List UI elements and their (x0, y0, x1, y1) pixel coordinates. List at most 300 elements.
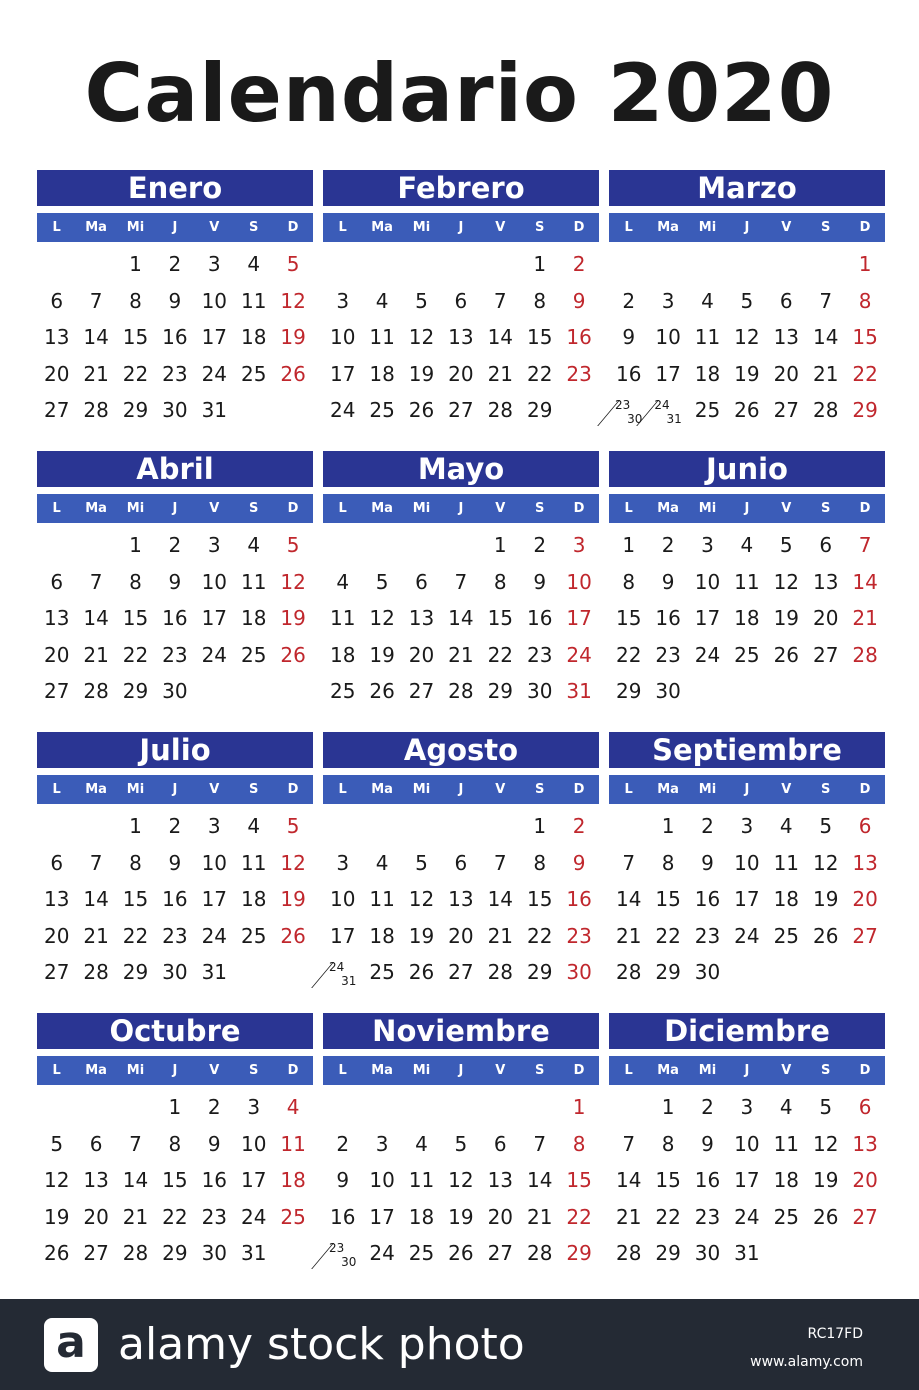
day-cell: 13 (43, 887, 70, 911)
weekday-header (609, 1056, 885, 1085)
weekday-label: V (495, 501, 506, 516)
weekday-label: Mi (698, 501, 717, 516)
day-cell: 6 (50, 850, 64, 875)
day-cell: 18 (240, 887, 267, 911)
calendar-title: Calendario 2020 (84, 47, 835, 140)
day-cell: 5 (50, 1131, 64, 1156)
weekday-header (323, 213, 599, 242)
day-cell: 10 (655, 325, 681, 349)
day-cell: 1 (622, 533, 636, 557)
day-cell: 18 (369, 361, 395, 386)
day-cell: 30 (655, 679, 681, 703)
day-cell: 7 (858, 533, 872, 557)
weekday-label: L (338, 782, 347, 797)
day-cell: 29 (655, 960, 681, 984)
day-cell: 18 (694, 361, 721, 386)
day-cell: 7 (493, 850, 507, 875)
weekday-label: Ma (85, 220, 107, 235)
day-cell: 3 (740, 1095, 754, 1119)
day-cell: 29 (526, 398, 553, 422)
day-cell: 28 (83, 398, 109, 422)
day-cell: 30 (566, 960, 592, 984)
day-cell: 12 (773, 569, 800, 594)
month-name: Agosto (323, 732, 599, 768)
day-cell: 18 (773, 887, 800, 911)
day-cell: 7 (622, 850, 636, 875)
day-cell: 23 (566, 361, 592, 386)
day-cell: 9 (661, 569, 675, 594)
day-cell: 26 (280, 642, 306, 667)
day-cell: 6 (50, 569, 64, 594)
day-cell: 25 (329, 679, 356, 703)
month-name: Abril (37, 451, 313, 487)
day-cell: 4 (247, 814, 261, 838)
weekday-label: L (52, 501, 61, 516)
day-cell: 30 (201, 1241, 228, 1265)
day-cell: 20 (408, 642, 435, 667)
day-cell: 13 (43, 325, 70, 349)
day-cell: 30 (694, 1241, 721, 1265)
day-cell: 14 (83, 887, 109, 911)
day-cell: 22 (615, 642, 642, 667)
month-name: Febrero (323, 170, 599, 206)
day-cell: 14 (812, 325, 839, 349)
day-cell: 5 (286, 814, 300, 838)
day-cell: 28 (615, 960, 642, 984)
weekday-label: V (209, 1063, 220, 1078)
day-cell: 16 (201, 1168, 228, 1192)
day-cell: 25 (734, 642, 760, 667)
day-cell: 9 (207, 1131, 221, 1156)
weekday-header (37, 1056, 313, 1085)
day-cell: 5 (415, 850, 428, 875)
day-cell: 23 (694, 923, 721, 948)
weekday-label: V (495, 782, 506, 797)
day-cell: 11 (773, 850, 800, 875)
weekday-label: Mi (126, 782, 145, 797)
day-cell: 20 (43, 642, 70, 667)
day-cell: 7 (533, 1131, 547, 1156)
day-cell: 15 (655, 887, 681, 911)
day-cell: 18 (240, 325, 267, 349)
month-name: Julio (37, 732, 313, 768)
weekday-label: Mi (698, 782, 717, 797)
day-cell: 17 (329, 923, 356, 948)
weekday-label: D (573, 782, 585, 797)
day-cell: 8 (129, 288, 142, 313)
day-cell: 3 (572, 533, 586, 557)
day-cell: 27 (812, 642, 839, 667)
day-cell: 12 (280, 850, 306, 875)
day-cell: 14 (448, 606, 474, 630)
day-cell: 8 (572, 1131, 586, 1156)
day-cell: 19 (43, 1204, 70, 1229)
image-id: RC17FD (807, 1326, 863, 1342)
weekday-label: J (458, 501, 464, 516)
day-cell: 6 (493, 1131, 507, 1156)
day-cell: 24 31 (323, 960, 362, 988)
day-cell: 9 (168, 288, 182, 313)
day-cell: 19 (369, 642, 395, 667)
day-cell: 21 (83, 923, 109, 948)
day-cell: 17 (369, 1204, 395, 1229)
day-cell: 28 (615, 1241, 642, 1265)
day-cell: 10 (329, 887, 356, 911)
day-cell: 16 (615, 361, 642, 386)
day-cell: 13 (852, 850, 878, 875)
weekday-label: L (52, 782, 61, 797)
weekday-label: S (820, 782, 831, 797)
weekday-label: Ma (657, 782, 679, 797)
day-cell: 4 (701, 288, 714, 313)
day-cell: 2 (622, 288, 636, 313)
day-cell: 10 (201, 850, 228, 875)
weekday-label: S (248, 501, 259, 516)
day-cell: 21 (122, 1204, 149, 1229)
day-cell: 30 (694, 960, 721, 984)
day-cell: 1 (858, 252, 872, 276)
weekday-header (609, 775, 885, 804)
day-cell: 26 (448, 1241, 474, 1265)
day-cell: 22 (487, 642, 514, 667)
day-cell: 11 (734, 569, 760, 594)
day-cell: 31 (201, 398, 228, 422)
weekday-label: Mi (698, 220, 717, 235)
weekday-label: Ma (85, 501, 107, 516)
day-cell: 8 (129, 569, 142, 594)
weekday-label: S (248, 782, 259, 797)
day-cell: 30 (526, 679, 553, 703)
day-cell: 27 (43, 679, 70, 703)
day-cell: 20 (773, 361, 800, 386)
day-cell: 27 (83, 1241, 109, 1265)
weekday-label: L (338, 1063, 347, 1078)
day-cell: 5 (740, 288, 754, 313)
day-cell: 1 (168, 1095, 182, 1119)
day-cell: 1 (533, 814, 547, 838)
day-cell: 11 (280, 1131, 306, 1156)
day-cell: 20 (83, 1204, 109, 1229)
weekday-label: J (172, 501, 178, 516)
day-cell: 13 (408, 606, 435, 630)
weekday-label: Mi (412, 782, 431, 797)
month-name: Mayo (323, 451, 599, 487)
day-cell: 11 (240, 569, 267, 594)
day-cell: 17 (201, 887, 228, 911)
day-cell: 2 (168, 814, 182, 838)
weekday-label: S (534, 1063, 545, 1078)
weekday-label: J (458, 782, 464, 797)
day-cell: 21 (83, 361, 109, 386)
day-cell: 26 (812, 923, 839, 948)
day-cell: 4 (415, 1131, 428, 1156)
weekday-label: D (287, 782, 299, 797)
day-cell: 4 (740, 533, 754, 557)
month-octubre (37, 1013, 313, 1265)
alamy-url: www.alamy.com (750, 1354, 863, 1370)
day-cell: 18 (408, 1204, 435, 1229)
day-cell: 13 (812, 569, 839, 594)
day-cell: 20 (487, 1204, 514, 1229)
day-cell: 25 (773, 923, 800, 948)
day-cell: 30 (162, 960, 188, 984)
day-cell: 22 (122, 642, 149, 667)
day-cell: 27 (852, 923, 878, 948)
day-cell: 11 (369, 325, 395, 349)
day-cell: 20 (852, 1168, 878, 1192)
day-cell: 5 (819, 1095, 833, 1119)
weekday-label: V (495, 1063, 506, 1078)
day-cell: 15 (655, 1168, 681, 1192)
day-cell: 23 (694, 1204, 721, 1229)
day-cell: 23 (526, 642, 553, 667)
day-cell: 17 (694, 606, 721, 630)
weekday-label: S (820, 1063, 831, 1078)
month-name: Junio (609, 451, 885, 487)
day-cell: 5 (819, 814, 833, 838)
day-cell: 21 (615, 1204, 642, 1229)
weekday-label: V (209, 782, 220, 797)
day-cell: 4 (336, 569, 350, 594)
day-cell: 2 (572, 252, 586, 276)
day-cell: 1 (572, 1095, 586, 1119)
day-cell: 8 (661, 1131, 675, 1156)
day-cell: 17 (734, 1168, 760, 1192)
day-cell: 4 (779, 1095, 793, 1119)
day-cell: 17 (566, 606, 592, 630)
day-cell: 19 (812, 887, 839, 911)
weekday-label: D (573, 1063, 585, 1078)
month-diciembre (609, 1013, 885, 1265)
day-cell: 19 (408, 923, 435, 948)
weekday-label: S (248, 1063, 259, 1078)
day-cell: 9 (336, 1168, 350, 1192)
day-cell: 31 (240, 1241, 267, 1265)
day-cell: 10 (734, 850, 760, 875)
day-cell: 16 (329, 1204, 356, 1229)
weekday-label: V (209, 501, 220, 516)
day-cell: 10 (369, 1168, 395, 1192)
day-cell: 16 (655, 606, 681, 630)
weekday-label: Ma (657, 1063, 679, 1078)
weekday-label: V (781, 782, 792, 797)
day-cell: 9 (701, 850, 714, 875)
weekday-header (323, 775, 599, 804)
day-cell: 12 (734, 325, 760, 349)
day-cell: 1 (493, 533, 507, 557)
day-cell: 17 (655, 361, 681, 386)
day-cell: 24 (240, 1204, 267, 1229)
weekday-header (323, 1056, 599, 1085)
day-cell: 16 (694, 1168, 721, 1192)
month-name: Noviembre (323, 1013, 599, 1049)
day-cell: 1 (661, 814, 675, 838)
day-cell: 3 (207, 252, 221, 276)
day-cell: 8 (533, 850, 547, 875)
day-cell: 15 (122, 887, 149, 911)
day-cell: 5 (415, 288, 428, 313)
weekday-label: Mi (412, 501, 431, 516)
day-cell: 22 (655, 923, 681, 948)
day-cell: 2 (168, 533, 182, 557)
day-cell: 22 (162, 1204, 188, 1229)
day-cell: 30 (162, 679, 188, 703)
day-cell: 22 (526, 361, 553, 386)
day-cell: 25 (369, 398, 395, 422)
day-cell: 28 (122, 1241, 149, 1265)
weekday-label: S (248, 220, 259, 235)
weekday-label: Mi (126, 220, 145, 235)
weekday-label: Ma (657, 501, 679, 516)
day-cell: 28 (487, 398, 514, 422)
day-cell: 3 (207, 533, 221, 557)
weekday-label: Ma (371, 782, 393, 797)
weekday-label: D (859, 782, 871, 797)
day-cell: 25 (280, 1204, 306, 1229)
day-cell: 19 (734, 361, 760, 386)
day-cell: 15 (122, 325, 149, 349)
weekday-label: J (172, 220, 178, 235)
day-cell: 23 (162, 642, 188, 667)
day-cell: 10 (201, 288, 228, 313)
weekday-label: Mi (698, 1063, 717, 1078)
day-cell: 26 (773, 642, 800, 667)
day-cell: 24 (734, 923, 760, 948)
weekday-label: D (859, 220, 871, 235)
day-cell: 12 (280, 288, 306, 313)
weekday-label: V (781, 1063, 792, 1078)
day-cell: 14 (526, 1168, 553, 1192)
day-cell: 26 (280, 923, 306, 948)
weekday-label: J (744, 782, 750, 797)
day-cell: 2 (207, 1095, 221, 1119)
day-cell: 1 (661, 1095, 675, 1119)
day-cell: 14 (615, 887, 642, 911)
day-cell: 11 (773, 1131, 800, 1156)
day-cell: 24 (201, 642, 228, 667)
day-cell: 27 (43, 960, 70, 984)
weekday-label: D (859, 1063, 871, 1078)
day-cell: 4 (286, 1095, 300, 1119)
day-cell: 9 (572, 288, 586, 313)
day-cell: 12 (369, 606, 395, 630)
day-cell: 15 (526, 887, 553, 911)
month-abril (37, 451, 313, 703)
day-cell: 18 (369, 923, 395, 948)
day-cell: 25 (408, 1241, 435, 1265)
day-cell: 19 (448, 1204, 474, 1229)
day-cell: 18 (773, 1168, 800, 1192)
weekday-label: Ma (657, 220, 679, 235)
day-cell: 18 (280, 1168, 306, 1192)
day-cell: 23 30 (609, 398, 648, 426)
day-cell: 14 (615, 1168, 642, 1192)
day-cell: 21 (487, 923, 514, 948)
month-enero (37, 170, 313, 422)
day-cell: 19 (280, 606, 306, 630)
weekday-label: L (624, 220, 633, 235)
day-cell: 23 (162, 923, 188, 948)
day-cell: 6 (50, 288, 64, 313)
weekday-label: Ma (371, 501, 393, 516)
month-febrero (323, 170, 599, 422)
day-cell: 26 (408, 960, 435, 984)
day-cell: 5 (454, 1131, 468, 1156)
day-cell: 28 (448, 679, 474, 703)
day-cell: 10 (240, 1131, 267, 1156)
weekday-label: D (859, 501, 871, 516)
day-cell: 8 (858, 288, 872, 313)
weekday-label: S (820, 501, 831, 516)
day-cell: 26 (734, 398, 760, 422)
day-cell: 4 (247, 252, 261, 276)
day-cell: 27 (773, 398, 800, 422)
day-cell: 28 (487, 960, 514, 984)
day-cell: 4 (247, 533, 261, 557)
day-cell: 12 (812, 1131, 839, 1156)
day-cell: 13 (448, 887, 474, 911)
day-cell: 29 (566, 1241, 592, 1265)
day-cell: 16 (162, 887, 188, 911)
watermark-footer (0, 1299, 919, 1390)
day-cell: 9 (168, 569, 182, 594)
weekday-label: Mi (412, 220, 431, 235)
month-julio (37, 732, 313, 984)
day-cell: 15 (566, 1168, 592, 1192)
day-cell: 21 (83, 642, 109, 667)
weekday-label: D (573, 220, 585, 235)
day-cell: 2 (168, 252, 182, 276)
day-cell: 27 (852, 1204, 878, 1229)
day-cell: 13 (83, 1168, 109, 1192)
weekday-label: D (287, 220, 299, 235)
day-cell: 25 (694, 398, 721, 422)
day-cell: 28 (83, 679, 109, 703)
weekday-label: Ma (85, 1063, 107, 1078)
day-cell: 31 (566, 679, 592, 703)
day-cell: 3 (336, 288, 350, 313)
weekday-label: L (338, 220, 347, 235)
day-cell: 10 (566, 569, 592, 594)
day-cell: 24 (201, 361, 228, 386)
day-cell: 11 (329, 606, 356, 630)
day-cell: 20 (448, 923, 474, 948)
day-cell: 29 (122, 398, 149, 422)
month-name: Marzo (609, 170, 885, 206)
weekday-label: J (744, 501, 750, 516)
day-cell: 12 (43, 1168, 70, 1192)
day-cell: 8 (168, 1131, 182, 1156)
day-cell: 14 (83, 606, 109, 630)
day-cell: 14 (487, 325, 514, 349)
day-cell: 1 (129, 533, 142, 557)
day-cell: 24 (369, 1241, 395, 1265)
day-cell: 12 (280, 569, 306, 594)
day-cell: 23 30 (323, 1241, 362, 1269)
day-cell: 13 (773, 325, 800, 349)
day-cell: 10 (694, 569, 721, 594)
day-cell: 4 (375, 288, 389, 313)
weekday-label: Ma (371, 1063, 393, 1078)
weekday-label: J (172, 782, 178, 797)
day-cell: 3 (701, 533, 714, 557)
day-cell: 7 (89, 288, 103, 313)
day-cell: 22 (122, 361, 149, 386)
day-cell: 8 (661, 850, 675, 875)
month-noviembre (323, 1013, 599, 1269)
day-cell: 11 (408, 1168, 435, 1192)
day-cell: 16 (162, 325, 188, 349)
